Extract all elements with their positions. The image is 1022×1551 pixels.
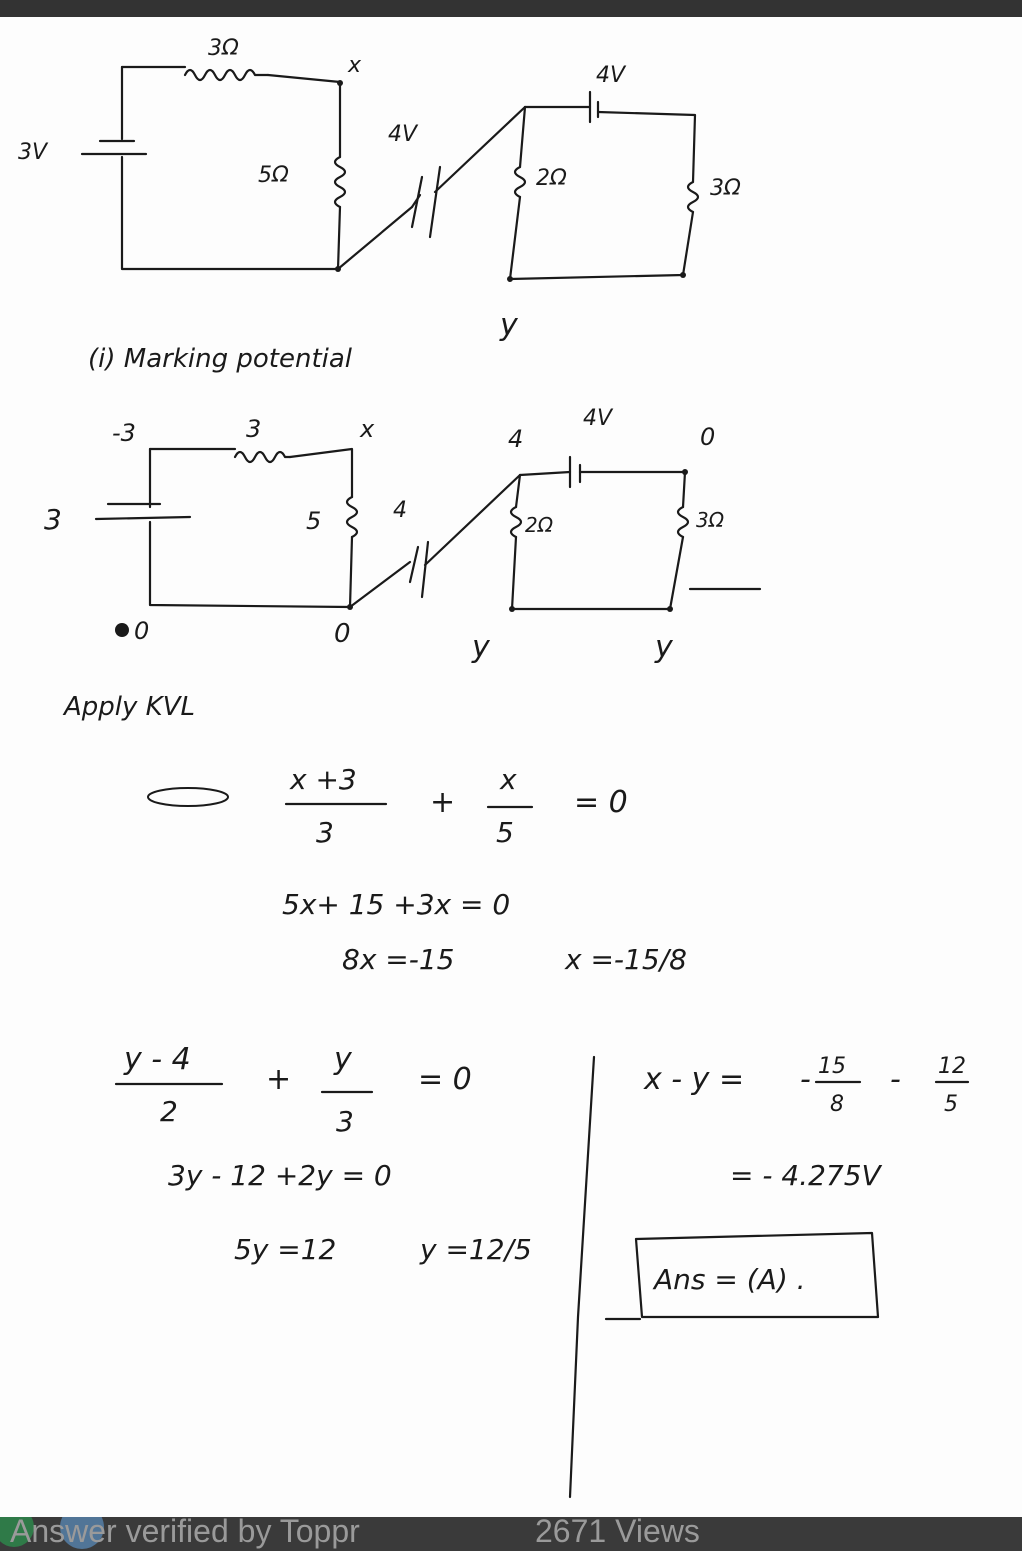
pot-zero-tr: 0 (700, 423, 716, 451)
label-batt-top-right: 4V (596, 63, 626, 88)
eq2-plus: + (266, 1062, 292, 1097)
label-r3-right: 3Ω (710, 176, 741, 201)
views-count: 2671 Views (535, 1517, 700, 1549)
pot-y1: y (472, 630, 490, 665)
eq1-plus: + (430, 785, 456, 820)
eq2-num1: y - 4 (124, 1042, 191, 1077)
equation-y (116, 1042, 532, 1266)
result-answer: Ans = (A) . (654, 1263, 806, 1296)
column-divider (570, 1057, 594, 1497)
pot-four: 4 (508, 425, 524, 453)
pot-zero-mid: 0 (334, 619, 351, 649)
verified-text: Answer verified by Toppr (10, 1517, 360, 1549)
eq2-line3b: y =12/5 (420, 1233, 532, 1266)
eq1-line2: 5x+ 15 +3x = 0 (282, 888, 511, 921)
pot-batt: 4V (583, 406, 613, 431)
label-src-left: 3V (18, 140, 48, 165)
solution-drawing (0, 17, 1022, 1517)
handwritten-solution-page (0, 17, 1022, 1517)
eq1-num1: x +3 (290, 763, 357, 796)
section-title: (i) Marking potential (88, 344, 353, 374)
result-f2-den: 5 (944, 1092, 958, 1117)
result-block (606, 1054, 968, 1319)
kvl-title: Apply KVL (64, 692, 195, 722)
eq1-rhs: = 0 (574, 785, 628, 820)
pot-five: 5 (306, 507, 322, 535)
pot-r2: 2Ω (525, 513, 554, 537)
pot-three-left: 3 (44, 503, 62, 536)
footer-bar (0, 1517, 1022, 1551)
pot-zero-bl: 0 (134, 617, 150, 645)
circuit-diagram-1 (18, 36, 741, 343)
eq1-line3a: 8x =-15 (342, 943, 455, 976)
pot-x: x (360, 415, 375, 443)
top-bar (0, 0, 1022, 17)
eq2-den2: 3 (336, 1105, 354, 1138)
equation-x (148, 763, 687, 976)
label-r5: 5Ω (258, 163, 289, 188)
pot-r1: 3 (246, 415, 262, 443)
eq2-line2: 3y - 12 +2y = 0 (168, 1159, 392, 1192)
label-r2: 2Ω (536, 166, 567, 191)
eq1-den1: 3 (316, 816, 334, 849)
label-r1-top: 3Ω (208, 36, 239, 61)
pot-neg3: -3 (112, 419, 136, 447)
result-f2-num: 12 (938, 1054, 966, 1079)
eq1-den2: 5 (496, 816, 514, 849)
result-f1-sign: - (800, 1062, 811, 1097)
eq1-num2: x (500, 763, 517, 796)
scribble-dot (115, 623, 129, 637)
eq2-den1: 2 (160, 1095, 178, 1128)
eq1-line3b: x =-15/8 (565, 943, 687, 976)
eq2-rhs: = 0 (418, 1062, 472, 1097)
pot-r3: 3Ω (696, 508, 725, 532)
circuit-diagram-2 (44, 406, 760, 665)
label-node-x: x (348, 53, 362, 78)
result-line2: = - 4.275V (730, 1159, 881, 1192)
result-minus: - (890, 1062, 901, 1097)
eq2-line3a: 5y =12 (234, 1233, 337, 1266)
result-f1-num: 15 (818, 1054, 846, 1079)
pot-y2: y (655, 630, 673, 665)
pot-four-mid: 4 (393, 498, 407, 523)
result-f1-den: 8 (830, 1092, 844, 1117)
scribble (148, 788, 228, 806)
label-node-y: y (500, 308, 518, 343)
label-batt-mid: 4V (388, 122, 418, 147)
result-lhs: x - y = (644, 1062, 745, 1097)
eq2-num2: y (334, 1042, 352, 1077)
